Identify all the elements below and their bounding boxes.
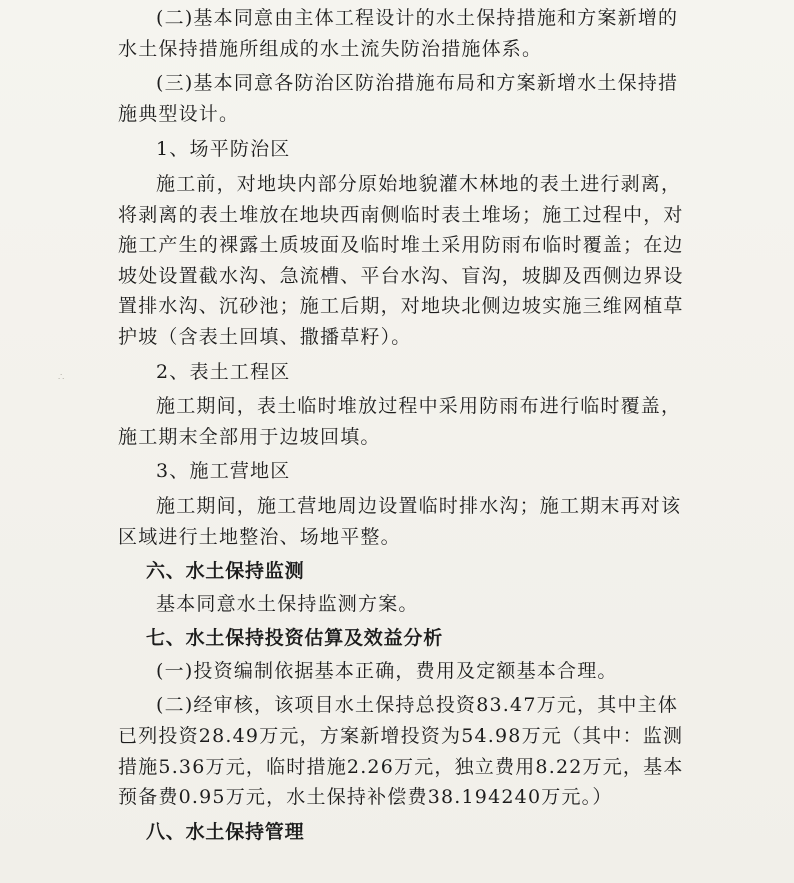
paragraph-site-leveling-measures: 施工前，对地块内部分原始地貌灌木林地的表土进行剥离，将剥离的表土堆放在地块西南侧临时表土堆场；施工过程中，对施工产生的裸露土质坡面及临时堆土采用防雨布临时覆盖；在边坡处设置截水沟、急流槽、平台水沟、盲沟，坡脚及西侧边界设置排水沟、沉砂池；施工后期，对地块北侧边坡实施三维网植草护坡（含表土回填、撒播草籽）。 [118,172,684,348]
subheading-topsoil-zone: 2、表土工程区 [156,360,291,383]
paragraph-investment-basis: (一)投资编制依据基本正确，费用及定额基本合理。 [156,659,618,682]
paragraph-investment-total: (二)经审核，该项目水土保持总投资83.47万元，其中主体已列投资28.49万元，方案新增投资为54.98万元（其中：监测措施5.36万元，临时措施2.26万元，独立费用8.22万元，基本预备费0.95万元，水土保持补偿费38.194240万元。） [118,694,684,809]
paragraph-topsoil-measures: 施工期间，表土临时堆放过程中采用防雨布进行临时覆盖，施工期末全部用于边坡回填。 [118,395,682,448]
section-heading-investment: 七、水土保持投资估算及效益分析 [146,627,444,650]
paragraph-measures-layout: (三)基本同意各防治区防治措施布局和方案新增水土保持措 施典型设计。 [118,72,679,125]
paragraph-measures-system: (二)基本同意由主体工程设计的水土保持措施和方案新增的水土保持措施所组成的水土流失防治措施体系。 [118,7,679,60]
paragraph-construction-camp-measures: 施工期间，施工营地周边设置临时排水沟；施工期末再对该区域进行土地整治、场地平整。 [118,494,682,548]
subheading-construction-camp-zone: 3、施工营地区 [156,460,291,483]
section-heading-management: 八、水土保持管理 [146,820,305,843]
subheading-site-leveling-zone: 1、场平防治区 [156,138,291,161]
paragraph-monitoring: 基本同意水土保持监测方案。 [156,592,419,615]
scan-speck: ∴ [58,372,65,383]
document-body [118,0,690,847]
section-heading-monitoring: 六、水土保持监测 [146,560,305,583]
